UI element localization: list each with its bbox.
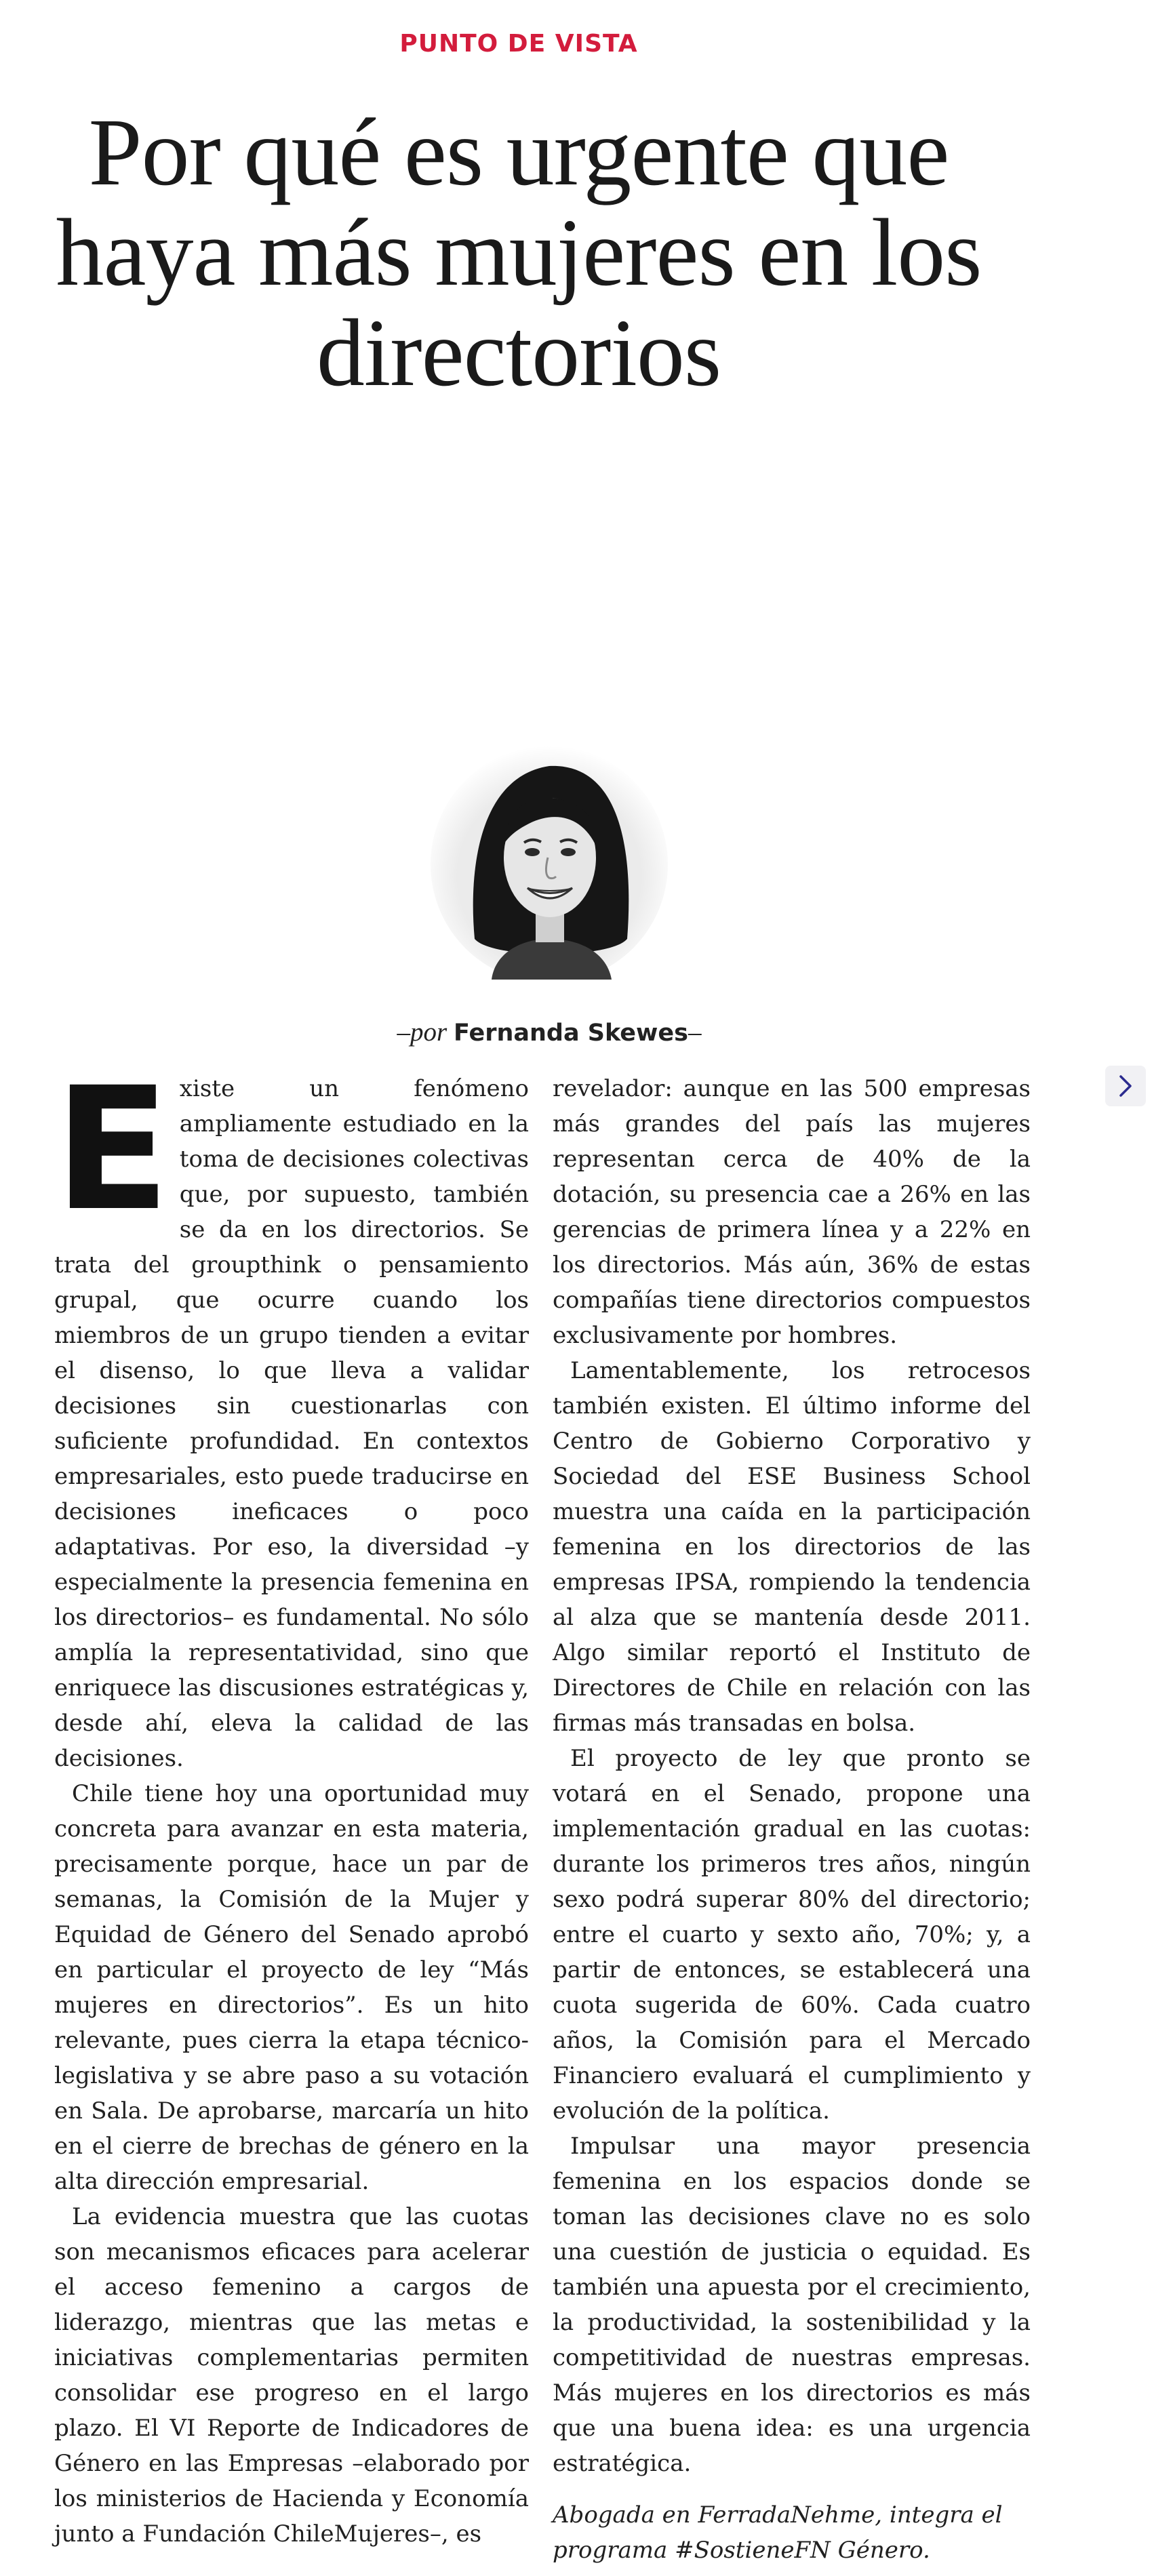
paragraph: Impulsar una mayor presencia femenina en los espacios donde se toman las decisiones clave no es solo una cuestión de justicia o equidad. Es también una apuesta por el crecimiento, la productividad, la sostenibilidad y la competitividad de nuestras empresas. Más mujeres en los directorios es más que una buena idea: es una urgencia estratégica. — [553, 2133, 1031, 2477]
paragraph: El proyecto de ley que pronto se votará en el Senado, propone una implementación gradual en las cuotas: durante los primeros tres años, ningún sexo podrá superar 80% del directorio; entre el cuarto y sexto año, 70%; y, a partir de entonces, se establecerá una cuota sugerida de 60%. Cada cuatro años, la Comisión para el Mercado Financiero evaluará el cumplimiento y evolución de la política. — [553, 1745, 1031, 2125]
paragraph: revelador: aunque en las 500 empresas más grandes del país las mujeres representan cerca de 40% de la dotación, su presencia cae a 26% en las gerencias de primera línea y a 22% en los directorios. Más aún, 36% de estas compañías tiene directorios compuestos exclusivamente por hombres. — [553, 1075, 1031, 1349]
byline — [0, 1017, 1098, 1047]
headline: Por qué es urgente que haya más mujeres en los directorios — [56, 98, 982, 406]
author-name: Fernanda Skewes — [453, 1020, 688, 1047]
paragraph — [54, 1051, 529, 1776]
article-column-right — [553, 1071, 1031, 2568]
paragraph: La evidencia muestra que las cuotas son mecanismos eficaces para acelerar el acceso femenino a cargos de liderazgo, mientras que las metas e iniciativas complementarias permiten consolidar ese progreso en el largo plazo. El VI Reporte de Indicadores de Género en las Empresas –elaborado por los ministerios de Hacienda y Economía junto a Fundación ChileMujeres–, es — [54, 2203, 529, 2548]
next-page-button[interactable] — [1105, 1066, 1146, 1106]
drop-cap: E — [54, 1051, 170, 1248]
author-note: Abogada en FerradaNehme, integra el programa #SostieneFN Género. — [553, 2501, 1003, 2564]
byline-prefix: –por — [397, 1018, 454, 1047]
author-portrait — [427, 736, 671, 980]
chevron-right-icon — [1116, 1074, 1135, 1098]
paragraph: Lamentablemente, los retrocesos también existen. El último informe del Centro de Gobierno Corporativo y Sociedad del ESE Business School muestra una caída en la participación femenina en los directorios de las empresas IPSA, rompiendo la tendencia al alza que se mantenía desde 2011. Algo similar reportó el Instituto de Directores de Chile en relación con las firmas más transadas en bolsa. — [553, 1357, 1031, 1737]
byline-suffix: – — [688, 1018, 702, 1047]
paragraph: Chile tiene hoy una oportunidad muy concreta para avanzar en esta materia, precisamente porque, hace un par de semanas, la Comisión de la Mujer y Equidad de Género del Senado aprobó en particular el proyecto de ley “Más mujeres en directorios”. Es un hito relevante, pues cierra la etapa técnico-legislativa y se abre paso a su votación en Sala. De aprobarse, marcaría un hito en el cierre de brechas de género en la alta dirección empresarial. — [54, 1780, 529, 2195]
paragraph-text: xiste un fenómeno ampliamente estudiado en la toma de decisiones colectivas que, por supuesto, también se da en los directorios. Se trata del groupthink o pensamiento grupal, que ocurre cuando los miembros de un grupo tienden a evitar el disenso, lo que lleva a validar decisiones sin cuestionarlas con suficiente profundidad. En contextos empresariales, esto puede traducirse en decisiones ineficaces o poco adaptativas. Por eso, la diversidad –y especialmente la presencia femenina en los directorios– es fundamental. No sólo amplía la representatividad, sino que enriquece las discusiones estratégicas y, desde ahí, eleva la calidad de las decisiones. — [54, 1075, 529, 1772]
article-column-left — [54, 1051, 529, 2552]
section-kicker: PUNTO DE VISTA — [399, 30, 638, 58]
